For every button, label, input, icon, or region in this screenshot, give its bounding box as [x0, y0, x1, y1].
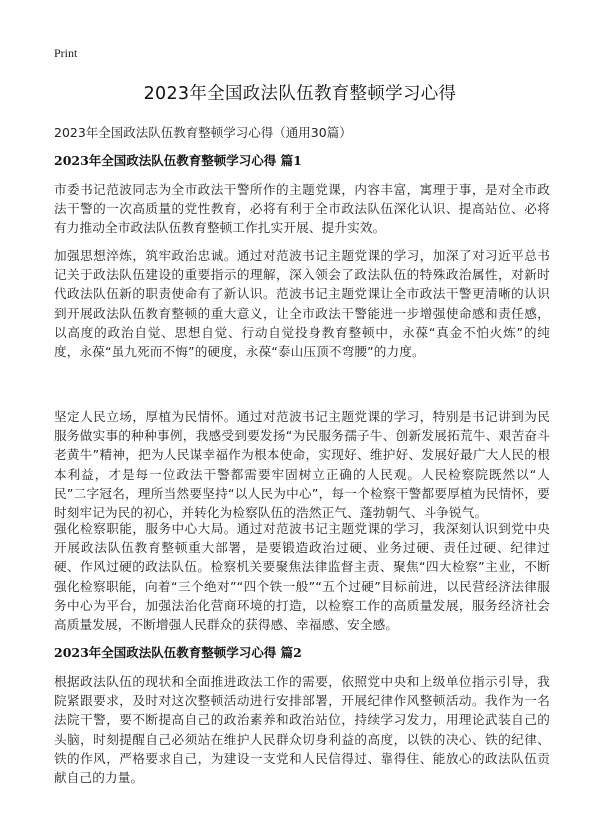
section-1-paragraph-4: 强化检察职能，服务中心大局。通过对范波书记主题党课的学习，我深刻认识到党中央开展政法队伍教育整顿重大部署，是要锻造政治过硬、业务过硬、责任过硬、纪律过硬、作风过硬的政法队伍。检察机关要聚焦法律监督主责、聚焦“四大检察”主业，不断强化检察职能，向着“三个绝对”“四个铁一般”“五个过硬”目标前进，以民营经济法律服务中心为平台，加强法治化营商环境的打造，以检察工作的高质量发展，服务经济社会高质量发展，不断增强人民群众的获得感、幸福感、安全感。: [54, 521, 550, 633]
section-1-paragraph-1: 市委书记范波同志为全市政法干警所作的主题党课，内容丰富，寓理于事，是对全市政法干警的一次高质量的党性教育，必将有利于全市政法队伍深化认识、提高站位、必将有力推动全市政法队伍教育整顿工作扎实开展、提升实效。: [54, 182, 550, 236]
document-subtitle: 2023年全国政法队伍教育整顿学习心得（通用30篇）: [54, 125, 352, 140]
print-link[interactable]: Print: [54, 46, 78, 60]
section-heading-1: 2023年全国政法队伍教育整顿学习心得 篇1: [54, 153, 302, 168]
section-1-paragraph-3: 坚定人民立场，厚植为民情怀。通过对范波书记主题党课的学习，特别是书记讲到为民服务做实事的种种事例，我感受到要发扬“为民服务孺子牛、创新发展拓荒牛、艰苦奋斗老黄牛”精神，把为人民谋幸福作为根本使命，实现好、维护好、发展好最广大人民的根本利益，才是每一位政法干警都需要牢固树立正确的人民观。人民检察院既然以“人民”二字冠名，理所当然要坚持“以人民为中心”，每一个检察干警都要厚植为民情怀，要时刻牢记为民的初心，并转化为检察队伍的浩然正气、蓬勃朝气、斗争锐气。: [54, 409, 550, 521]
document-title: 2023年全国政法队伍教育整顿学习心得: [143, 84, 457, 104]
section-heading-2: 2023年全国政法队伍教育整顿学习心得 篇2: [54, 645, 302, 660]
section-1-paragraph-2: 加强思想淬炼，筑牢政治忠诚。通过对范波书记主题党课的学习，加深了对习近平总书记关于政法队伍建设的重要指示的理解，深入领会了政法队伍的特殊政治属性，对新时代政法队伍新的职责使命有了新认识。范波书记主题党课让全市政法干警更清晰的认识到开展政法队伍教育整顿的重大意义，让全市政法干警能进一步增强使命感和责任感，以高度的政治自觉、思想自觉、行动自觉投身教育整顿中，永葆“真金不怕火炼”的纯度，永葆“虽九死而不悔”的硬度，永葆“泰山压顶不弯腰”的力度。: [54, 248, 550, 360]
section-2-paragraph-1: 根据政法队伍的现状和全面推进政法工作的需要，依照党中央和上级单位指示引导，我院紧跟要求，及时对这次整顿活动进行安排部署，开展纪律作风整顿活动。我作为一名法院干警，要不断提高自己的政治素养和政治站位，持续学习发力，用理论武装自己的头脑，时刻提醒自己必须站在维护人民群众切身利益的高度，以铁的决心、铁的纪律、铁的作风，严格要求自己，为建设一支党和人民信得过、靠得住、能放心的政法队伍贡献自己的力量。: [54, 674, 550, 786]
